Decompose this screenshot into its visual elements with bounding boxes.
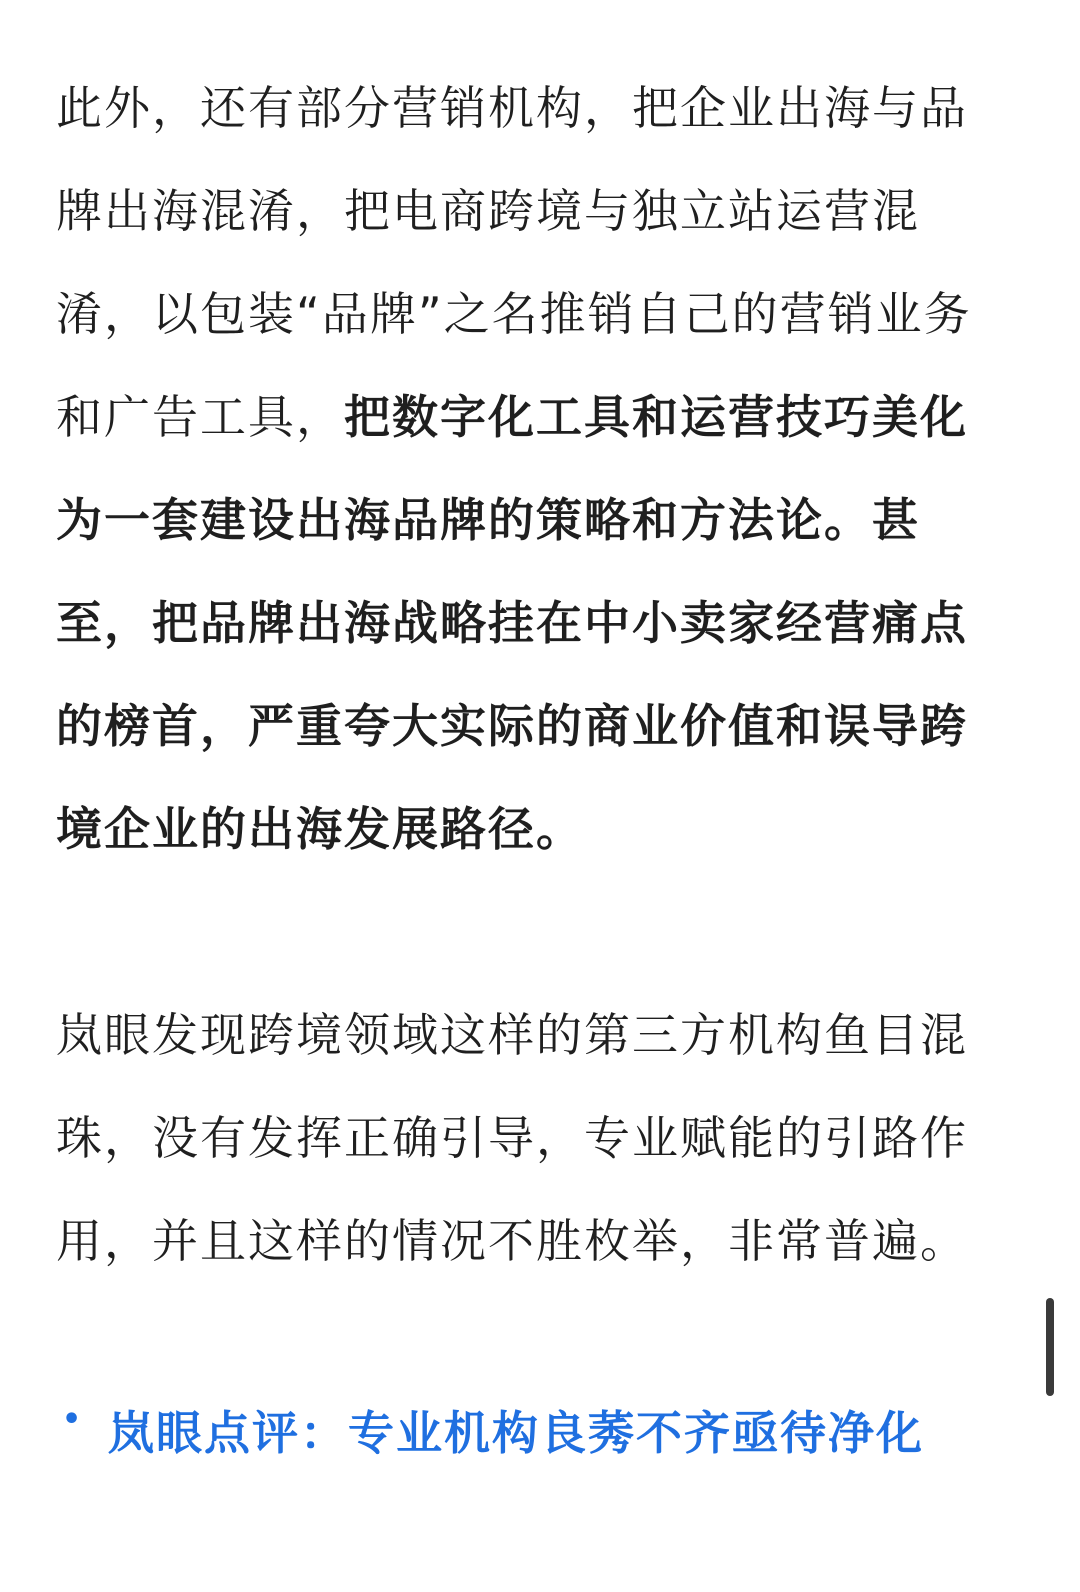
- section-heading-text: 岚眼点评：专业机构良莠不齐亟待净化: [108, 1406, 924, 1460]
- paragraph-regular-text: 此外，还有部分营销机构，把企业出海与品牌出海混淆，把电商跨境与独立站运营混淆，以包装“品牌”之名推销自己的营销业务和广告工具，: [56, 81, 972, 444]
- bullet-icon: •: [62, 1402, 84, 1437]
- paragraph-bold-text: 把数字化工具和运营技巧美化为一套建设出海品牌的策略和方法论。甚至，把品牌出海战略挂在中小卖家经营痛点的榜首，严重夸大实际的商业价值和误导跨境企业的出海发展路径。: [56, 390, 968, 856]
- section-heading: [56, 1382, 1016, 1485]
- article-body: [56, 57, 986, 1293]
- paragraph-marketing-agencies: [56, 57, 986, 881]
- paragraph-third-party-agencies: 岚眼发现跨境领域这样的第三方机构鱼目混珠，没有发挥正确引导，专业赋能的引路作用，并且这样的情况不胜枚举，非常普遍。: [56, 1008, 968, 1268]
- scrollbar-thumb[interactable]: [1046, 1298, 1054, 1396]
